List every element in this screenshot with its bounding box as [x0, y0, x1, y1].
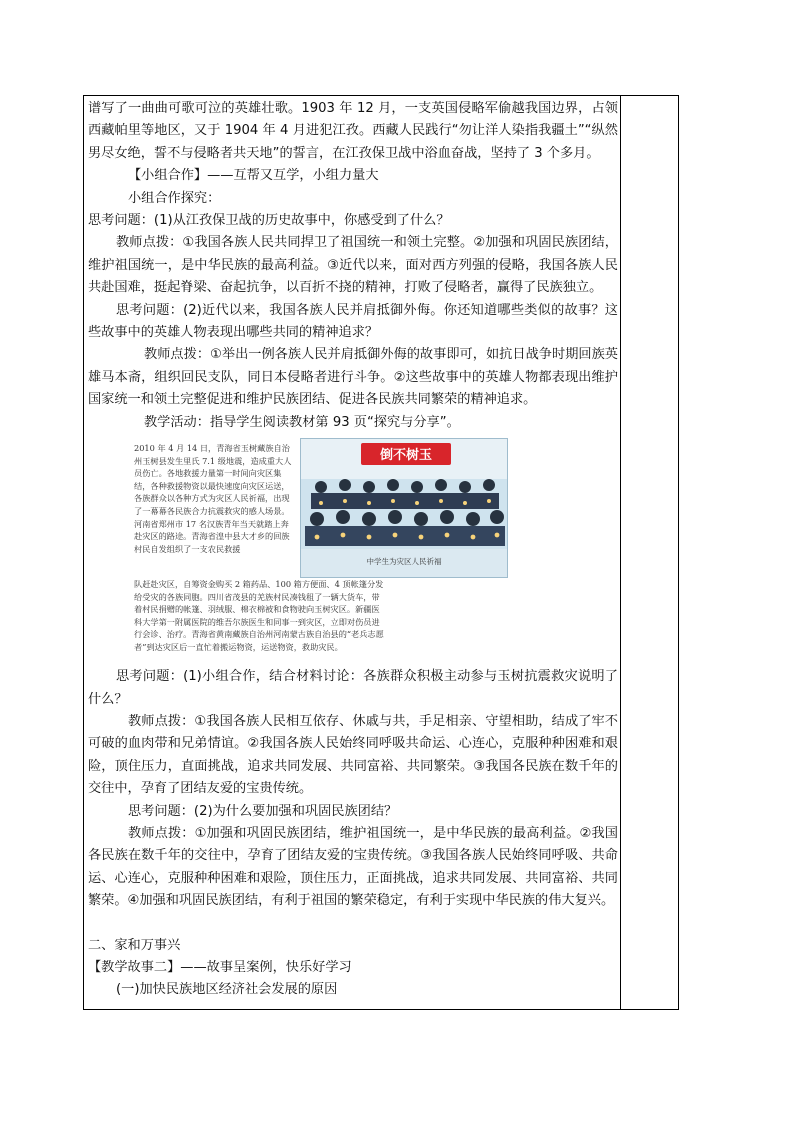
figure-text-a: 2010 年 4 月 14 日，青海省玉树藏族自治州玉树县发生里氏 7.1 级地震，造成重大人员伤亡。各地救援力量第一时间向灾区集结，各种救援物资以最快速度向灾区运送，各族群众以各种方式为灾区人民祈福，出现了一幕幕各民族合力抗震救灾的感人场景。河南省郑州市 17 名汉族青年当天就踏上奔赴灾区的路途。青海省湟中县大才乡的回族村民自发组织了一支农民救援: [134, 443, 292, 554]
spacer: [88, 913, 618, 935]
question-1: 思考问题：(1)从江孜保卫战的历史故事中，你感受到了什么？: [88, 213, 450, 229]
teacher-guidance-4: 教师点拨：①加强和巩固民族团结，维护祖国统一，是中华民族的最高利益。②我国各民族在数千年的交往中，孕育了团结友爱的宝贵传统。③我国各族人民始终同呼吸、共命运、心连心，克服种种困难和艰险，顶住压力，正面挑战，追求共同发展、共同富裕、共同繁荣。④加强和巩固民族团结，有利于祖国的繁荣稳定，有利于实现中华民族的伟大复兴。: [88, 825, 618, 909]
teacher-guidance-3: 教师点拨：①我国各族人民相互依存、休戚与共，手足相亲、守望相助，结成了牢不可破的血肉带和兄弟情谊。②我国各族人民始终同呼吸共命运、心连心，克服种种困难和艰险，顶住压力，直面挑战，追求共同发展、共同富裕、共同繁荣。③我国各民族在数千年的交往中，孕育了团结友爱的宝贵传统。: [88, 713, 618, 797]
subsection-heading: (一)加快民族地区经济社会发展的原因: [116, 982, 338, 998]
photo-banner-text: 倒不树玉: [379, 448, 433, 464]
students-praying-photo: [300, 438, 508, 578]
teacher-guidance-1: 教师点拨：①我国各族人民共同捍卫了祖国统一和领土完整。②加强和巩固民族团结，维护祖国统一，是中华民族的最高利益。③近代以来，面对西方列强的侵略，我国各族人民共赴国难，挺起脊梁、奋起抗争，以百折不挠的精神，打败了侵略者，赢得了民族独立。: [88, 235, 618, 296]
textbook-figure: [88, 438, 618, 653]
photo-caption: 中学生为灾区人民祈福: [366, 556, 442, 566]
group-inquiry-label: 小组合作探究：: [128, 190, 221, 206]
question-3: 思考问题：(1)小组合作，结合材料讨论：各族群众积极主动参与玉树抗震救灾说明了什么？: [88, 669, 618, 707]
teaching-story-2-heading: 【教学故事二】——故事呈案例，快乐好学习: [88, 959, 352, 975]
teaching-activity: 教学活动：指导学生阅读教材第 93 页“探究与分享”。: [144, 414, 460, 430]
group-cooperation-heading: 【小组合作】——互帮又互学，小组力量大: [128, 168, 379, 184]
teacher-guidance-2: 教师点拨：①举出一例各族人民并肩抵御外侮的故事即可，如抗日战争时期回族英雄马本斋，组织回民支队，同日本侵略者进行斗争。②这些故事中的英雄人物都表现出维护国家统一和领土完整促进和维护民族团结、促进各民族共同繁荣的精神追求。: [88, 347, 618, 408]
table-column-divider: [620, 95, 621, 1010]
lesson-content: [88, 98, 618, 1002]
section-heading-2: 二、家和万事兴: [88, 937, 181, 953]
question-4: 思考问题：(2)为什么要加强和巩固民族团结？: [128, 803, 398, 819]
question-2: 思考问题：(2)近代以来，我国各族人民并肩抵御外侮。你还知道哪些类似的故事？这些故事中的英雄人物表现出哪些共同的精神追求？: [88, 302, 618, 341]
figure-text-b: 队赶赴灾区，自筹资金购买 2 箱药品、100 箱方便面、4 顶帐篷分发给受灾的各族同胞。四川省茂县的羌族村民凑钱租了一辆大货车，带着村民捐赠的帐篷、羽绒服、棉衣棉被和食物驶向玉树灾区。新疆医科大学第一附属医院的维吾尔族医生和同事一到灾区，立即对伤员进行会诊、治疗。青海省黄南藏族自治州河南蒙古族自治县的“老兵志愿者”到达灾区后一直忙着搬运物资，运送物资，救助灾民。: [134, 579, 384, 653]
story-paragraph: 谱写了一曲曲可歌可泣的英雄壮歌。1903 年 12 月，一支英国侵略军偷越我国边界，占领西藏帕里等地区，又于 1904 年 4 月进犯江孜。西藏人民践行“勿让洋人染指我疆土”“纵然男尽女绝，誓不与侵略者共天地”的誓言，在江孜保卫战中浴血奋战，坚持了 3 个多月。: [88, 101, 618, 161]
